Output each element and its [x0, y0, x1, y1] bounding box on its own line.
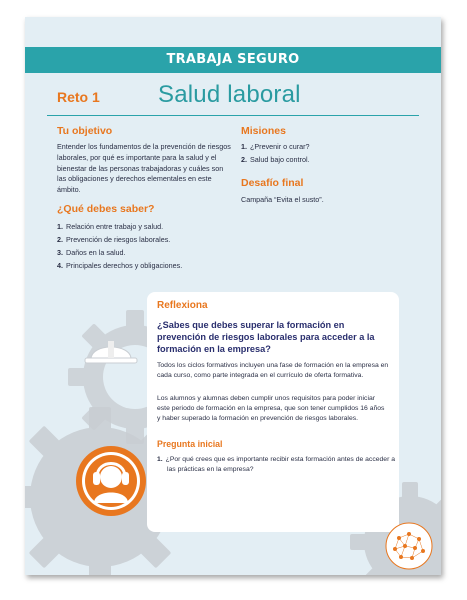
- banner-title: TRABAJA SEGURO: [25, 47, 441, 73]
- objective-text: Entender los fundamentos de la prevención de riesgos laborales, por qué es importante para la salud y el bienestar de las personas trabajadoras y cuáles son las obligaciones y derechos elementales en este ámbito.: [57, 142, 231, 195]
- know-list: [57, 220, 182, 272]
- ear-protection-icon: [75, 445, 147, 517]
- initial-question-heading: Pregunta inicial: [157, 439, 223, 449]
- divider: [47, 115, 419, 116]
- reflection-card: [147, 292, 399, 532]
- reflection-paragraph: Todos los ciclos formativos incluyen una fase de formación en la empresa en cada curso, como parte integrada en el currículo de oferta formativa.: [157, 362, 389, 379]
- reflection-paragraph: Los alumnos y alumnas deben cumplir unos requisitos para poder iniciar este periodo de formación en la empresa, que son tener cumplidos 16 años y haber superado la formación en prevención de riesgos laborales.: [157, 395, 385, 422]
- list-item: 2. Salud bajo control.: [241, 155, 310, 164]
- list-item: 1. ¿Prevenir o curar?: [241, 142, 310, 151]
- page-title: Salud laboral: [158, 81, 301, 108]
- document-page: [25, 17, 441, 575]
- list-item: 2. Prevención de riesgos laborales.: [57, 235, 171, 244]
- objective-heading: Tu objetivo: [57, 125, 113, 137]
- list-item: 1. Relación entre trabajo y salud.: [57, 222, 164, 231]
- final-challenge-text: Campaña “Evita el susto”.: [241, 195, 324, 204]
- list-item: 4. Principales derechos y obligaciones.: [57, 261, 183, 270]
- final-challenge-heading: Desafío final: [241, 177, 304, 189]
- reflection-question: ¿Sabes que debes superar la formación en prevención de riesgos laborales para acceder a la formación en la empresa?: [157, 320, 375, 354]
- missions-heading: Misiones: [241, 125, 286, 137]
- list-item: 1. ¿Por qué crees que es importante recibir esta formación antes de acceder a las prácticas en la empresa?: [157, 456, 395, 473]
- know-heading: ¿Qué debes saber?: [57, 203, 155, 215]
- hard-hat-icon: [81, 331, 141, 371]
- challenge-label: Reto 1: [57, 89, 100, 105]
- missions-list: [241, 140, 310, 166]
- reflection-heading: Reflexiona: [157, 300, 208, 311]
- initial-question-list: [157, 455, 397, 475]
- people-network-icon: [385, 522, 433, 570]
- list-item: 3. Daños en la salud.: [57, 248, 126, 257]
